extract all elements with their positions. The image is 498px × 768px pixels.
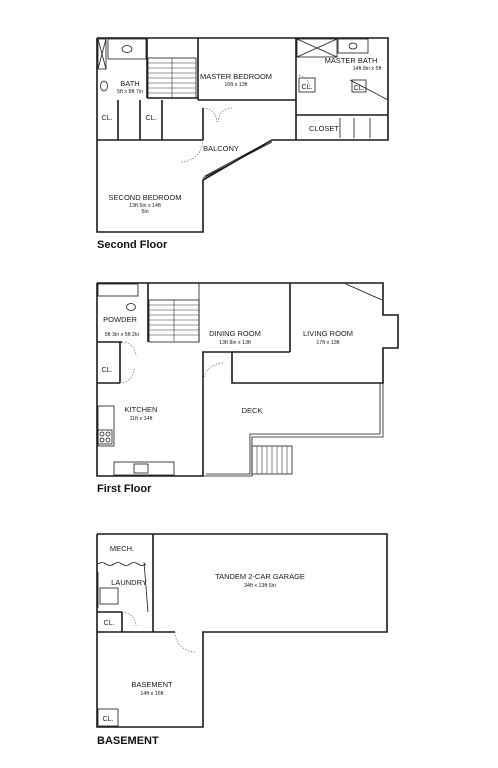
vanity-fixture — [108, 39, 146, 59]
stove-fixture — [98, 430, 112, 444]
room-dim-living-room: 17ft x 13ft — [316, 340, 340, 346]
room-label-basement: BASEMENT — [131, 680, 173, 689]
closet-label: CL. — [145, 115, 157, 122]
deck-stairs — [252, 446, 292, 474]
second-floor-plan — [97, 38, 388, 232]
wall — [346, 284, 382, 300]
stairs-first-floor — [149, 283, 199, 342]
room-label-master-bath: MASTER BATH — [324, 56, 378, 65]
door-swing — [203, 363, 223, 383]
door-swing — [175, 632, 195, 652]
sink-fixture — [122, 46, 132, 53]
master-bath-vanity — [338, 39, 368, 53]
basement-plan — [97, 534, 387, 727]
washer-fixture — [100, 588, 118, 604]
closet-label: CL. — [353, 85, 365, 92]
room-label-mech: MECH. — [109, 544, 135, 553]
door-swing — [181, 140, 203, 162]
room-label-closet: CLOSET — [308, 124, 340, 133]
floor-title-first: First Floor — [97, 483, 152, 495]
room-dim-kitchen: 11ft x 14ft — [129, 416, 153, 422]
door-swing — [122, 342, 136, 356]
room-dim-basement: 14ft x 16ft — [140, 691, 164, 697]
room-label-second-bedroom: SECOND BEDROOM — [108, 193, 182, 202]
mech-divider — [98, 563, 146, 566]
room-label-living-room: LIVING ROOM — [302, 329, 354, 338]
first-floor-plan — [97, 283, 398, 476]
wall — [144, 562, 148, 612]
powder-vanity — [98, 284, 138, 296]
door-swing — [120, 369, 134, 383]
floor-title-second: Second Floor — [97, 239, 168, 251]
room-dim-master-bath: 14ft 8in x 5ft — [352, 66, 382, 72]
door-swing — [203, 108, 217, 122]
basement-outer-wall — [97, 534, 387, 727]
room-label-deck: DECK — [241, 406, 263, 415]
room-label-dining-room: DINING ROOM — [209, 329, 261, 338]
door-swing — [218, 108, 232, 122]
toilet-fixture — [127, 304, 136, 311]
room-label-bath: BATH — [120, 79, 140, 88]
closet-label: CL. — [102, 716, 114, 723]
deck-railing — [203, 383, 383, 476]
room-label-powder: POWDER — [103, 315, 137, 324]
room-label-kitchen: KITCHEN — [124, 405, 158, 414]
room-label-garage: TANDEM 2-CAR GARAGE — [215, 572, 305, 581]
room-dim-bath: 5ft x 8ft 7in — [117, 89, 143, 95]
room-label-balcony: BALCONY — [203, 144, 239, 153]
closet-label: CL. — [301, 84, 313, 91]
closet-label: CL. — [103, 620, 115, 627]
room-dim-powder: 5ft 3in x 5ft 2in — [104, 332, 140, 338]
room-dim-dining-room: 13ft 8in x 13ft — [219, 340, 251, 346]
door-swing — [122, 612, 136, 626]
floor-title-basement: BASEMENT — [97, 735, 159, 747]
room-dim-second-bedroom-extra: 5in — [141, 209, 149, 215]
stairs-second-floor — [148, 58, 196, 98]
closet-label: CL. — [101, 115, 113, 122]
sink-fixture — [134, 464, 148, 473]
room-label-laundry: LAUNDRY — [111, 578, 147, 587]
first-floor-outer-wall — [97, 283, 398, 476]
toilet-fixture — [101, 81, 108, 91]
room-dim-garage: 34ft x 13ft 6in — [244, 583, 276, 589]
closet-label: CL. — [101, 367, 113, 374]
room-dim-second-bedroom: 13ft 5in x 14ft — [129, 203, 161, 209]
room-label-master-bedroom: MASTER BEDROOM — [199, 72, 273, 81]
room-dim-master-bedroom: 16ft x 13ft — [224, 82, 248, 88]
